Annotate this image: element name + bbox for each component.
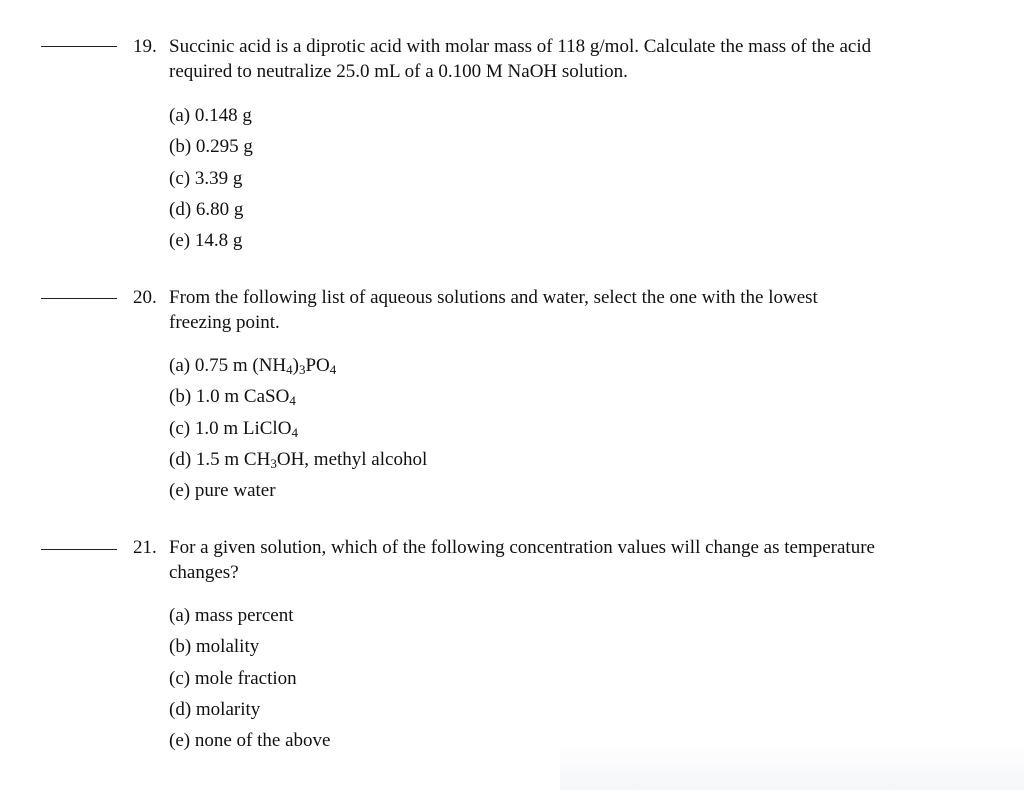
answer-blank[interactable] xyxy=(41,298,117,299)
choice-e[interactable] xyxy=(169,479,427,510)
choice-c[interactable] xyxy=(169,417,427,448)
choice-list xyxy=(169,104,253,260)
choice-text: molarity xyxy=(195,698,261,720)
choice-text: 0.295 g xyxy=(195,136,253,158)
choice-list xyxy=(169,604,330,760)
question-text xyxy=(169,285,969,335)
question-text-line: required to neutralize 25.0 mL of a 0.100 M NaOH solution. xyxy=(169,61,628,82)
choice-letter: (c) xyxy=(169,417,191,439)
choice-letter: (a) xyxy=(169,605,191,626)
answer-blank[interactable] xyxy=(41,549,117,550)
question-number: 21. xyxy=(133,537,157,558)
choice-e[interactable] xyxy=(169,229,253,260)
question-text-line: For a given solution, which of the following concentration values will change as temperature xyxy=(169,537,875,558)
choice-text: molality xyxy=(195,636,260,658)
choice-d[interactable] xyxy=(169,448,427,479)
choice-b[interactable] xyxy=(169,135,253,166)
choice-list xyxy=(169,354,427,510)
choice-text: mass percent xyxy=(194,605,294,626)
answer-blank[interactable] xyxy=(41,46,117,47)
choice-letter: (d) xyxy=(169,448,192,470)
question-number: 20. xyxy=(133,287,157,308)
choice-e[interactable] xyxy=(169,729,330,760)
choice-letter: (a) xyxy=(169,355,191,376)
choice-letter: (a) xyxy=(169,105,191,126)
choice-c[interactable] xyxy=(169,167,253,198)
choice-letter: (b) xyxy=(169,136,192,158)
choice-d[interactable] xyxy=(169,198,253,229)
choice-text: none of the above xyxy=(194,730,331,751)
choice-text: 14.8 g xyxy=(194,230,243,251)
choice-a[interactable] xyxy=(169,604,330,635)
choice-text: 1.0 m CaSO$_4$ xyxy=(195,386,296,409)
choice-letter: (b) xyxy=(169,386,192,408)
choice-text: 0.148 g xyxy=(194,105,252,126)
choice-letter: (c) xyxy=(169,667,191,689)
choice-text: 6.80 g xyxy=(195,198,244,220)
choice-text: 0.75 m $(NH_4)_3PO_4$ xyxy=(194,355,337,377)
choice-letter: (d) xyxy=(169,198,192,220)
question-text-line: From the following list of aqueous solutions and water, select the one with the lowest xyxy=(169,287,818,308)
choice-letter: (e) xyxy=(169,730,191,751)
choice-letter: (e) xyxy=(169,230,191,251)
choice-letter: (c) xyxy=(169,167,191,189)
question-text xyxy=(169,34,969,84)
choice-a[interactable] xyxy=(169,354,427,385)
choice-b[interactable] xyxy=(169,385,427,416)
choice-c[interactable] xyxy=(169,667,330,698)
choice-text: 1.5 m $CH_3OH$, methyl alcohol xyxy=(195,448,428,471)
choice-letter: (d) xyxy=(169,698,192,720)
choice-text: mole fraction xyxy=(194,667,297,689)
choice-text: pure water xyxy=(194,480,276,501)
question-number: 19. xyxy=(133,36,157,57)
choice-letter: (b) xyxy=(169,636,192,658)
choice-a[interactable] xyxy=(169,104,253,135)
choice-text: 1.0 m LiClO$_4$ xyxy=(194,417,298,440)
page-edge-shadow xyxy=(560,740,1024,790)
question-text-line: Succinic acid is a diprotic acid with molar mass of 118 g/mol. Calculate the mass of the acid xyxy=(169,36,872,57)
choice-b[interactable] xyxy=(169,635,330,666)
question-text-line: freezing point. xyxy=(169,312,280,333)
choice-letter: (e) xyxy=(169,480,191,501)
question-text-line: changes? xyxy=(169,562,239,583)
choice-d[interactable] xyxy=(169,698,330,729)
question-text xyxy=(169,535,969,585)
choice-text: 3.39 g xyxy=(194,167,243,189)
